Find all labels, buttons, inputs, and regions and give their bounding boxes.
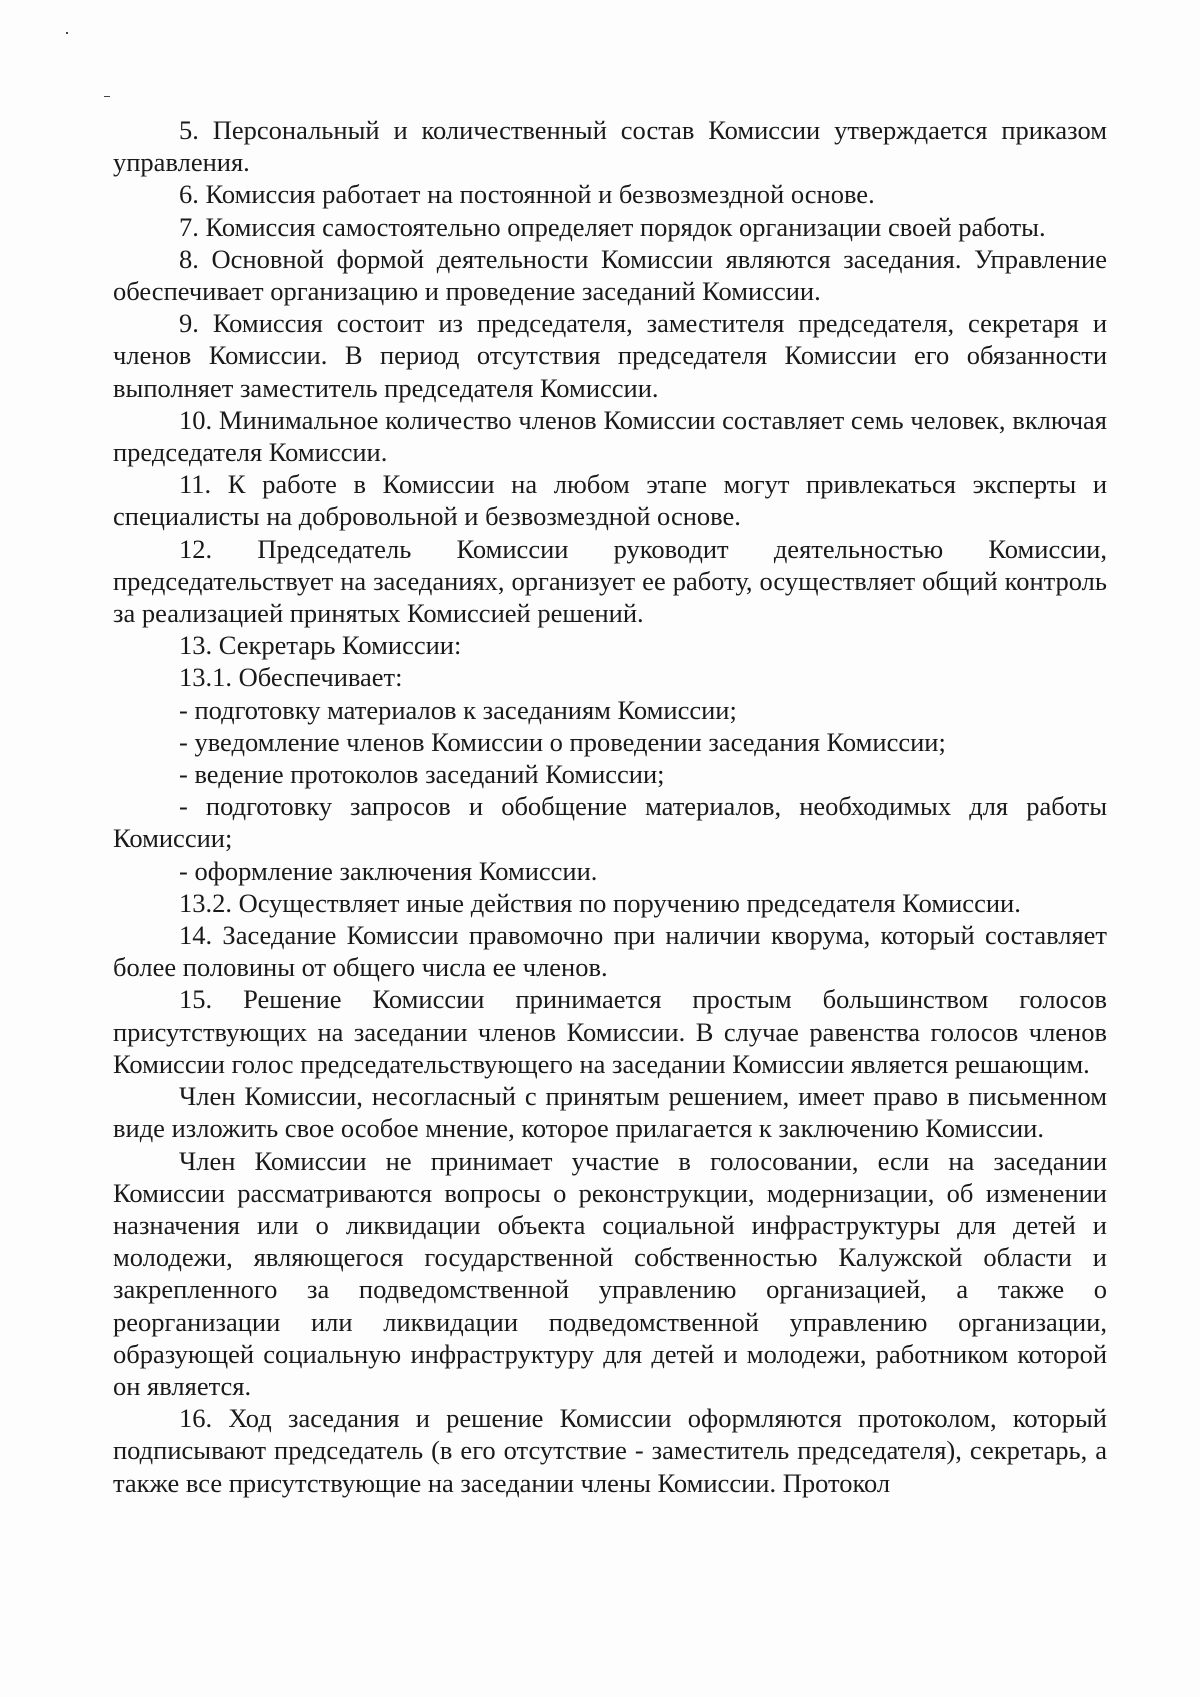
paragraph-item-13-2: 13.2. Осуществляет иные действия по поручению председателя Комиссии. <box>179 887 1021 918</box>
paragraph-item-6: 6. Комиссия работает на постоянной и безвозмездной основе. <box>179 179 875 210</box>
list-item: - подготовку материалов к заседаниям Комиссии; <box>179 694 737 725</box>
paragraph-item-10: 10. Минимальное количество членов Комиссии составляет семь человек, включая председателя Комиссии. <box>113 404 1107 468</box>
list-item: - ведение протоколов заседаний Комиссии; <box>179 759 665 790</box>
paragraph-item-15: 15. Решение Комиссии принимается простым большинством голосов присутствующих на заседании членов Комиссии. В случае равенства голосов членов Комиссии голос председательствующего на заседании Комиссии является решающим. <box>113 984 1107 1079</box>
paragraph-item-5: 5. Персональный и количественный состав Комиссии утверждается приказом управления. <box>113 115 1107 178</box>
paragraph-item-13: 13. Секретарь Комиссии: <box>179 630 462 661</box>
list-item: - уведомление членов Комиссии о проведении заседания Комиссии; <box>179 726 946 757</box>
paragraph-item-13-1: 13.1. Обеспечивает: <box>179 662 403 693</box>
paragraph-item-11: 11. К работе в Комиссии на любом этапе могут привлекаться эксперты и специалисты на добровольной и безвозмездной основе. <box>113 469 1107 532</box>
paragraph-item-16: 16. Ход заседания и решение Комиссии оформляются протоколом, который подписывают председатель (в его отсутствие - заместитель председателя), секретарь, а также все присутствующие на заседании члены Комиссии. Протокол <box>113 1403 1107 1498</box>
paragraph-item-9: 9. Комиссия состоит из председателя, заместителя председателя, секретаря и членов Комиссии. В период отсутствия председателя Комиссии его обязанности выполняет заместитель председателя Комиссии. <box>113 308 1107 403</box>
list-item: - оформление заключения Комиссии. <box>179 855 598 886</box>
scan-speck <box>104 96 110 97</box>
list-item: - подготовку запросов и обобщение материалов, необходимых для работы Комиссии; <box>113 791 1107 854</box>
paragraph-dissent: Член Комиссии, несогласный с принятым решением, имеет право в письменном виде изложить свое особое мнение, которое прилагается к заключению Комиссии. <box>113 1081 1107 1144</box>
paragraph-item-7: 7. Комиссия самостоятельно определяет порядок организации своей работы. <box>179 211 1046 242</box>
paragraph-item-8: 8. Основной формой деятельности Комиссии являются заседания. Управление обеспечивает организацию и проведение заседаний Комиссии. <box>113 243 1107 307</box>
paragraph-item-14: 14. Заседание Комиссии правомочно при наличии кворума, который составляет более половины от общего числа ее членов. <box>113 920 1107 983</box>
scan-speck <box>66 32 68 34</box>
paragraph-item-12: 12. Председатель Комиссии руководит деятельностью Комиссии, председательствует на заседаниях, организует ее работу, осуществляет общий контроль за реализацией принятых Комиссией решений. <box>113 533 1107 629</box>
document-body <box>113 114 1107 1499</box>
paragraph-recusal: Член Комиссии не принимает участие в голосовании, если на заседании Комиссии рассматриваются вопросы о реконструкции, модернизации, об изменении назначения или о ликвидации объекта социальной инфраструктуры для детей и молодежи, являющегося государственной собственностью Калужской области и закрепленного за подведомственной управлению организацией, а также о реорганизации или ликвидации подведомственной управлению организации, образующей социальную инфраструктуру для детей и молодежи, работником которой он является. <box>113 1145 1107 1401</box>
